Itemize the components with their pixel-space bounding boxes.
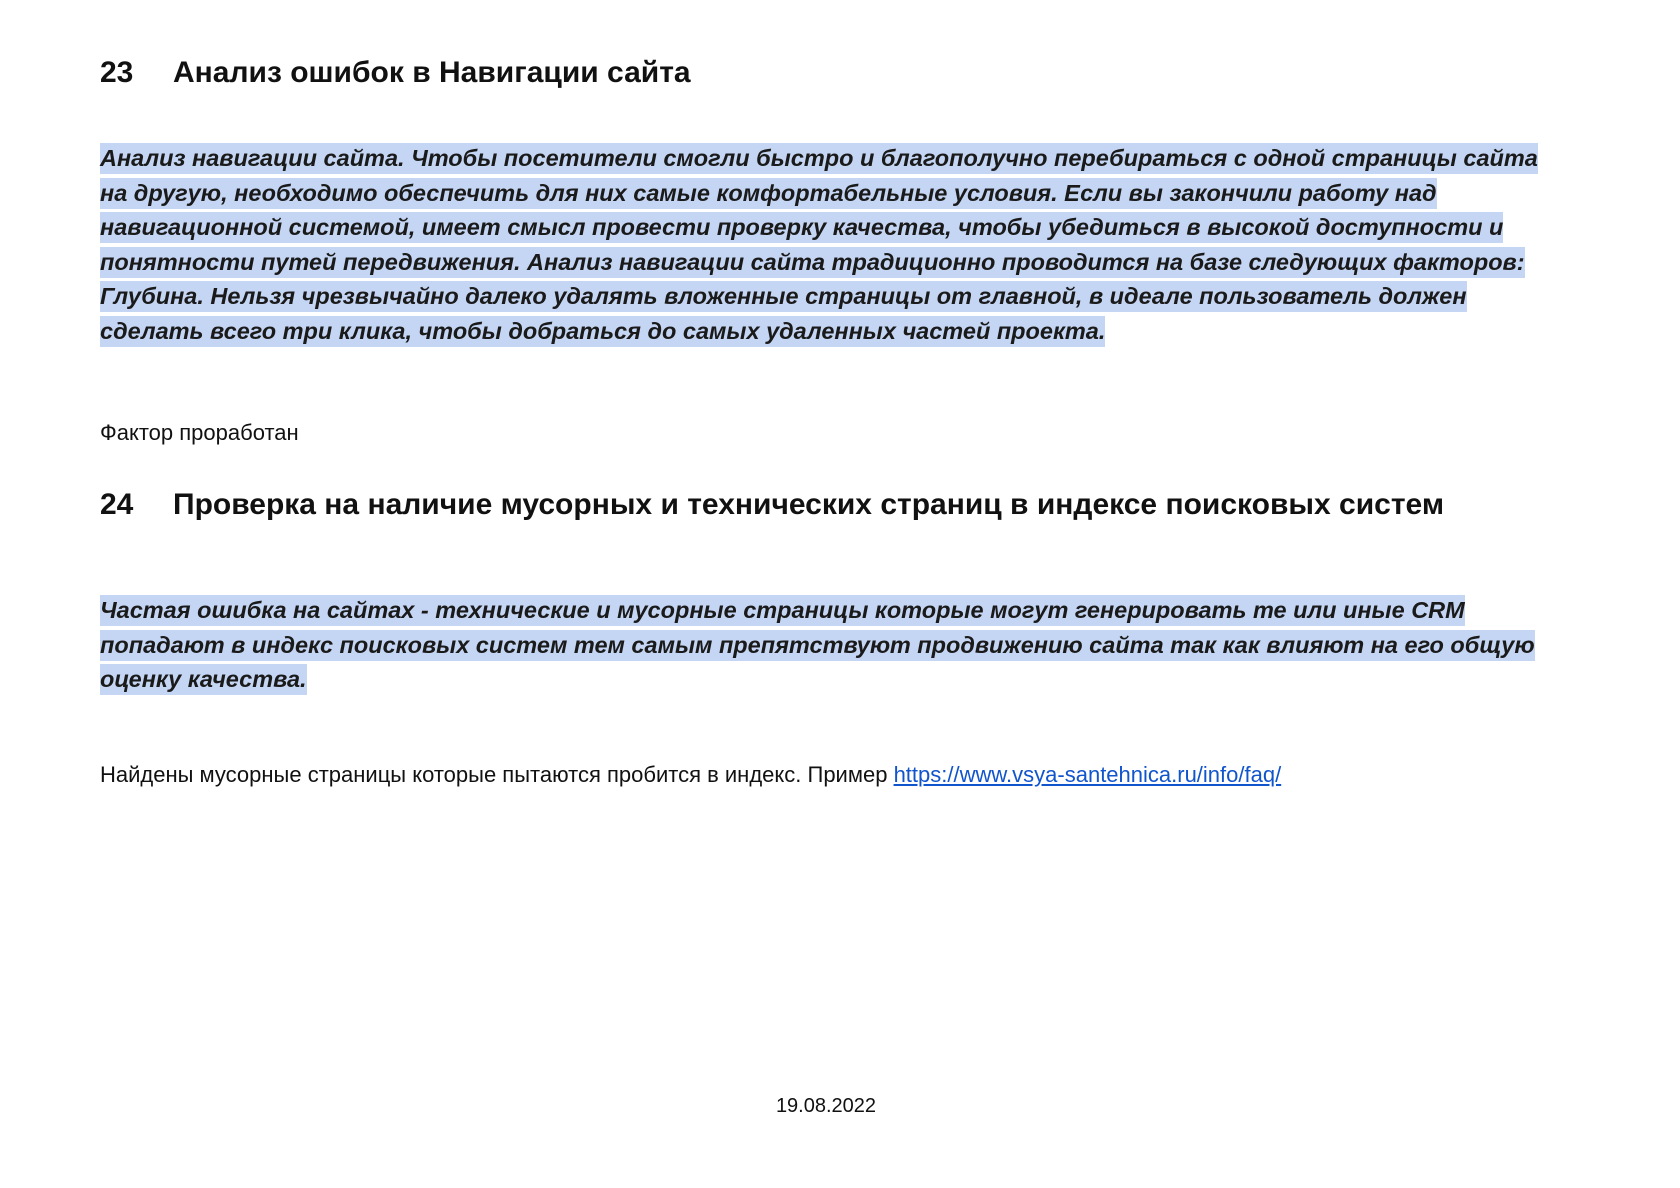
section-24-status-line [100, 762, 1281, 788]
section-23-heading [100, 56, 691, 90]
highlighted-text: Анализ навигации сайта. Чтобы посетители смогли быстро и благополучно перебираться с одной страницы сайта на другую, необходимо обеспечить для них самые комфортабельные условия. Если вы закончили работу над навигационной системой, имеет смысл провести проверку качества, чтобы убедиться в высокой доступности и понятности путей передвижения. Анализ навигации сайта традиционно проводится на базе следующих факторов: Глубина. Нельзя чрезвычайно далеко удалять вложенные страницы от главной, в идеале пользователь должен сделать всего три клика, чтобы добраться до самых удаленных частей проекта. [100, 143, 1538, 347]
section-title: Проверка на наличие мусорных и технических страниц в индексе поисковых систем [173, 488, 1445, 521]
section-title: Анализ ошибок в Навигации сайта [173, 56, 691, 89]
section-23-highlighted-paragraph [100, 141, 1560, 349]
highlighted-text: Частая ошибка на сайтах - технические и мусорные страницы которые могут генерировать те или иные CRM попадают в индекс поисковых систем тем самым препятствуют продвижению сайта так как влияют на его общую оценку качества. [100, 595, 1535, 695]
section-23-status-text: Фактор проработан [100, 420, 299, 445]
footer-date: 19.08.2022 [775, 1095, 877, 1117]
section-24-highlighted-paragraph [100, 593, 1560, 697]
example-link[interactable]: https://www.vsya-santehnica.ru/info/faq/ [893, 762, 1282, 787]
section-number: 24 [100, 488, 134, 521]
section-24-status-text: Найдены мусорные страницы которые пытаются пробится в индекс. Пример [100, 762, 888, 787]
section-number: 23 [100, 56, 134, 89]
section-24-heading [100, 488, 1444, 522]
